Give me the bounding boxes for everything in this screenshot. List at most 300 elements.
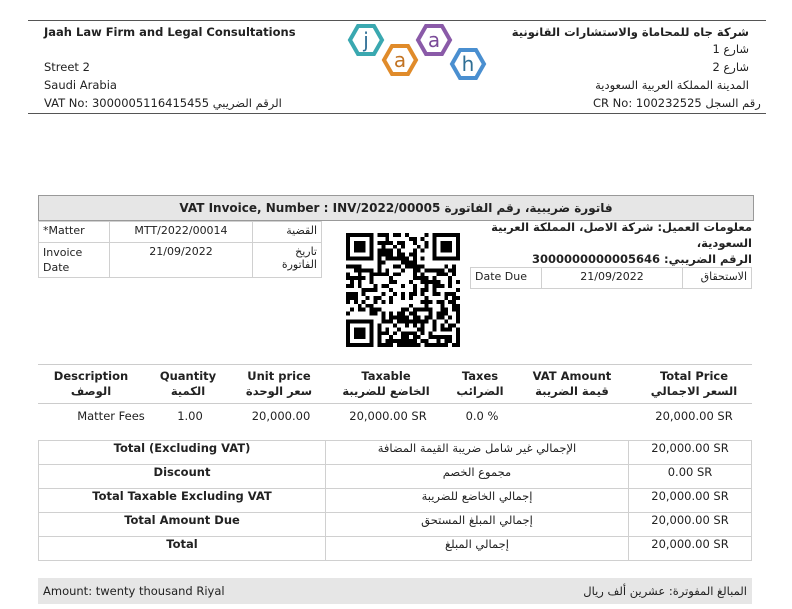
qr-module [413,272,417,276]
total-label-ar: إجمالي الخاضع للضريبة [326,489,629,513]
qr-module [413,257,417,261]
qr-module [409,339,413,343]
qr-module [448,280,452,284]
qr-module [397,316,401,320]
qr-module [362,276,366,280]
qr-module [393,233,397,237]
qr-module [452,343,456,347]
qr-module [350,276,354,280]
qr-module [444,264,448,268]
qr-module [401,268,405,272]
qr-module [385,268,389,272]
items-divider [38,403,752,404]
qr-module [346,264,350,268]
qr-module [397,312,401,316]
qr-module [358,276,362,280]
total-label-en: Discount [39,465,326,489]
header-unit-price: Unit price سعر الوحدة [245,369,313,398]
qr-module [405,323,409,327]
qr-module [401,312,405,316]
qr-module [377,253,381,257]
qr-module [448,292,452,296]
qr-module [444,343,448,347]
qr-module [413,335,417,339]
qr-module [421,331,425,335]
qr-module [374,288,378,292]
total-label-ar: الإجمالي غير شامل ضريبة القيمة المضافة [326,441,629,465]
qr-module [401,343,405,347]
qr-module [436,316,440,320]
qr-module [377,308,381,312]
total-label-ar: إجمالي المبلغ [326,537,629,561]
qr-module [397,253,401,257]
qr-module [425,284,429,288]
qr-module [452,292,456,296]
qr-module [429,343,433,347]
qr-module [421,339,425,343]
qr-module [409,253,413,257]
qr-module [417,308,421,312]
qr-module [432,280,436,284]
qr-module [405,257,409,261]
qr-module [389,253,393,257]
client-line2: السعودية، [696,236,752,250]
qr-module [377,335,381,339]
qr-module [417,343,421,347]
qr-module [385,237,389,241]
qr-module [346,312,350,316]
logo-letter-a2: a [427,28,441,52]
qr-module [377,296,381,300]
qr-module [370,268,374,272]
qr-module [401,331,405,335]
matter-label: *Matter [39,222,110,243]
qr-module [362,292,366,296]
qr-module [389,280,393,284]
qr-module [346,284,350,288]
qr-module [432,292,436,296]
qr-module [358,264,362,268]
qr-module [350,264,354,268]
qr-module [425,343,429,347]
qr-module [429,300,433,304]
qr-module [393,331,397,335]
qr-module [413,249,417,253]
qr-module [429,308,433,312]
qr-module [370,276,374,280]
qr-module [370,280,374,284]
total-value: 20,000.00 SR [629,441,752,465]
invoice-date-value: 21/09/2022 [110,243,253,278]
qr-module [393,292,397,296]
qr-module [432,284,436,288]
total-label-en: Total Taxable Excluding VAT [39,489,326,513]
due-label: Date Due [471,268,542,289]
qr-module [397,327,401,331]
company-street2-ar: شارع 2 [712,60,749,74]
header-taxable: Taxable الخاضع للضريبة [342,369,430,398]
qr-module [456,280,460,284]
qr-module [409,264,413,268]
qr-module [358,284,362,288]
qr-module [385,233,389,237]
invoice-title: VAT Invoice, Number : INV/2022/00005 فاتورة ضريبية، رقم الفاتورة [38,195,754,221]
qr-module [432,327,436,331]
row-quantity: 1.00 [177,409,203,423]
qr-module [409,343,413,347]
qr-module [401,308,405,312]
total-value: 0.00 SR [629,465,752,489]
qr-module [401,261,405,265]
qr-module [401,257,405,261]
qr-module [409,237,413,241]
qr-module [377,233,381,237]
qr-module [413,241,417,245]
qr-module [381,245,385,249]
qr-module [389,343,393,347]
qr-module [397,241,401,245]
items-table [38,364,752,427]
qr-module [374,300,378,304]
qr-module [413,284,417,288]
qr-module [389,300,393,304]
qr-module [401,253,405,257]
amount-en: Amount: twenty thousand Riyal [43,584,225,598]
qr-module [381,253,385,257]
qr-module [425,296,429,300]
qr-module [393,257,397,261]
qr-module [425,288,429,292]
qr-module [405,343,409,347]
qr-module [456,319,460,323]
matter-label-ar: القضية [253,222,322,243]
qr-module [425,241,429,245]
matter-value: MTT/2022/00014 [110,222,253,243]
qr-module [456,308,460,312]
cr-number: 100232525 [635,96,702,110]
qr-module [432,268,436,272]
qr-module [354,264,358,268]
qr-module [413,339,417,343]
qr-module [452,296,456,300]
qr-module [429,280,433,284]
qr-module [421,280,425,284]
qr-module [456,288,460,292]
qr-module [448,316,452,320]
qr-module [436,280,440,284]
qr-module [448,339,452,343]
qr-module [381,292,385,296]
qr-module [417,316,421,320]
qr-module [409,331,413,335]
qr-module [385,272,389,276]
qr-module [381,312,385,316]
qr-module [413,261,417,265]
qr-module [417,327,421,331]
qr-module [393,316,397,320]
qr-module [417,276,421,280]
qr-module [354,292,358,296]
totals-table [38,440,752,561]
qr-module [377,257,381,261]
qr-module [377,241,381,245]
qr-module [436,268,440,272]
qr-module [444,308,448,312]
qr-module [452,300,456,304]
qr-module [421,264,425,268]
qr-module [425,304,429,308]
qr-module [377,272,381,276]
due-date-table [470,267,752,289]
qr-module [405,261,409,265]
qr-module [456,335,460,339]
totals-row [39,441,752,465]
qr-module [456,312,460,316]
invoice-date-label: Invoice Date [39,243,110,278]
qr-module [456,339,460,343]
qr-module [397,233,401,237]
qr-module [444,327,448,331]
qr-module [421,288,425,292]
company-name-en: Jaah Law Firm and Legal Consultations [44,25,296,39]
qr-module [405,316,409,320]
qr-module [432,319,436,323]
qr-module [436,272,440,276]
qr-module [429,331,433,335]
qr-module [397,264,401,268]
qr-module [409,304,413,308]
qr-module [440,284,444,288]
qr-module [370,308,374,312]
totals-row [39,513,752,537]
header-taxes: Taxes الضرائب [456,369,504,398]
logo-letter-h: h [461,52,475,76]
qr-module [440,323,444,327]
qr-module [413,237,417,241]
company-cr [593,94,761,112]
logo-letter-a1: a [393,48,407,72]
qr-module [358,272,362,276]
qr-module [385,241,389,245]
qr-module [405,331,409,335]
qr-module [409,261,413,265]
totals-row [39,465,752,489]
qr-module [436,300,440,304]
qr-module [409,296,413,300]
qr-module [366,288,370,292]
qr-module [397,319,401,323]
qr-module [370,304,374,308]
total-value: 20,000.00 SR [629,489,752,513]
totals-row [39,537,752,561]
qr-module [377,264,381,268]
qr-module [417,268,421,272]
qr-module [346,272,350,276]
qr-module [421,237,425,241]
qr-module [440,272,444,276]
qr-module [385,331,389,335]
qr-module [448,323,452,327]
qr-module [413,323,417,327]
qr-module [389,319,393,323]
qr-module [385,249,389,253]
qr-module [425,233,429,237]
totals-row [39,489,752,513]
qr-module [452,272,456,276]
qr-module [381,284,385,288]
qr-module [444,272,448,276]
qr-module [409,280,413,284]
qr-code [346,233,460,347]
qr-module [452,323,456,327]
qr-module [452,304,456,308]
company-city-ar: المدينة المملكة العربية السعودية [595,78,749,92]
qr-module [377,327,381,331]
qr-module [440,335,444,339]
qr-module [444,312,448,316]
qr-module [350,284,354,288]
qr-module [401,335,405,339]
qr-module [425,316,429,320]
qr-module [377,343,381,347]
qr-module [389,296,393,300]
vat-number: 3000005116415455 [91,96,210,110]
qr-module [421,319,425,323]
qr-module [397,257,401,261]
qr-module [397,272,401,276]
qr-module [350,296,354,300]
row-unit-price: 20,000.00 [251,409,311,423]
qr-module [440,300,444,304]
qr-module [452,308,456,312]
qr-module [354,300,358,304]
qr-module [436,335,440,339]
qr-module [346,300,350,304]
qr-module [429,312,433,316]
qr-module [413,288,417,292]
qr-module [405,264,409,268]
qr-module [354,276,358,280]
qr-module [421,257,425,261]
qr-module [413,319,417,323]
qr-module [444,292,448,296]
qr-module [362,288,366,292]
due-label-ar: الاستحقاق [683,268,752,289]
qr-module [389,276,393,280]
qr-module [456,327,460,331]
qr-module [448,268,452,272]
qr-module [381,261,385,265]
qr-module [385,339,389,343]
total-value: 20,000.00 SR [629,537,752,561]
qr-module [425,308,429,312]
qr-module [448,327,452,331]
row-taxes: 0.0 % [465,409,499,423]
invoice-date-label-ar: تاريخ الفاتورة [253,243,322,278]
total-label-ar: إجمالي المبلغ المستحق [326,513,629,537]
qr-module [456,296,460,300]
qr-module [377,268,381,272]
header-vat-amount: VAT Amount قيمة الضريبة [532,369,612,398]
qr-module [405,319,409,323]
qr-module [389,249,393,253]
qr-module [393,339,397,343]
qr-module [436,343,440,347]
qr-module [381,272,385,276]
qr-module [393,280,397,284]
qr-module [413,308,417,312]
company-name-ar: شركة جاه للمحاماة والاستشارات القانونية [511,25,749,39]
qr-module [405,233,409,237]
company-vat [44,94,282,112]
cr-label: CR No: [593,96,633,110]
row-description: Matter Fees [77,409,145,423]
qr-module [421,292,425,296]
qr-module [432,343,436,347]
qr-module [389,316,393,320]
qr-module [385,343,389,347]
qr-module [401,241,405,245]
cr-label-ar: رقم السجل [705,96,761,110]
qr-module [358,304,362,308]
qr-module [397,249,401,253]
total-label-en: Total (Excluding VAT) [39,441,326,465]
header-description: Description الوصف [53,369,129,398]
qr-module [456,316,460,320]
qr-module [452,264,456,268]
qr-module [358,268,362,272]
qr-module [366,268,370,272]
qr-module [362,308,366,312]
company-logo [346,22,496,88]
qr-module [385,284,389,288]
qr-module [350,292,354,296]
amount-ar: المبالغ المفوترة: عشرين ألف ريال [583,584,747,598]
qr-module [417,245,421,249]
qr-module [401,296,405,300]
qr-module [377,261,381,265]
qr-module [432,323,436,327]
qr-module [436,292,440,296]
qr-module [381,331,385,335]
qr-module [401,284,405,288]
qr-module [381,343,385,347]
qr-module [421,308,425,312]
qr-module [440,241,452,253]
qr-module [417,335,421,339]
qr-module [401,319,405,323]
qr-module [354,296,358,300]
qr-module [346,276,350,280]
qr-module [377,339,381,343]
qr-module [417,264,421,268]
qr-module [393,272,397,276]
vat-label-ar: الرقم الضريبي [212,96,282,110]
qr-module [389,339,393,343]
qr-module [436,284,440,288]
qr-module [425,276,429,280]
qr-module [444,339,448,343]
qr-module [448,276,452,280]
qr-module [413,312,417,316]
qr-module [413,292,417,296]
qr-module [362,268,366,272]
qr-module [421,323,425,327]
qr-module [440,308,444,312]
qr-module [425,245,429,249]
qr-module [366,296,370,300]
qr-module [413,316,417,320]
